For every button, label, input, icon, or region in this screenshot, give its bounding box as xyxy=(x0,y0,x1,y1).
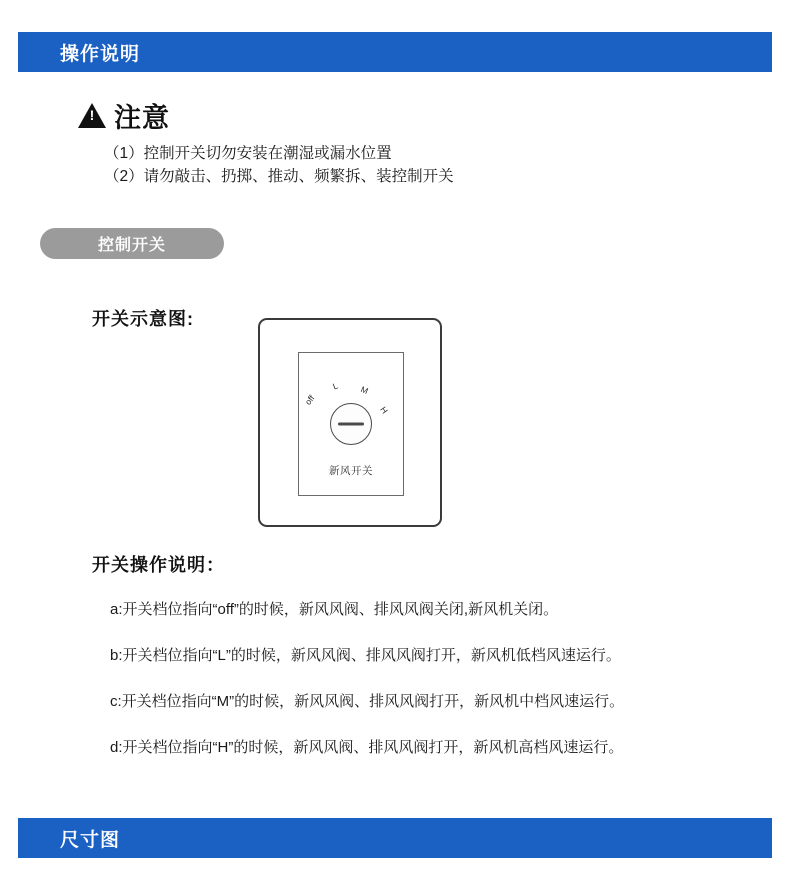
section-header-dimensions xyxy=(18,818,772,858)
switch-dial-indicator xyxy=(338,423,364,426)
notice-lines xyxy=(104,142,454,188)
switch-dial-caption: 新风开关 xyxy=(329,465,373,477)
switch-dial-knob xyxy=(330,403,372,445)
switch-illustration xyxy=(258,318,442,527)
usage-list xyxy=(110,600,760,784)
dial-label-h: H xyxy=(378,404,390,416)
notice-line: （2）请勿敲击、扔掷、推动、频繁拆、装控制开关 xyxy=(104,168,454,185)
notice-block xyxy=(78,96,170,135)
usage-list-item: a:开关档位指向“off”的时候，新风风阀、排风风阀关闭,新风机关闭。 xyxy=(110,601,559,618)
section-header-operation xyxy=(18,32,772,72)
dial-label-off: off xyxy=(302,393,317,407)
usage-list-item: b:开关档位指向“L”的时候，新风风阀、排风风阀打开，新风机低档风速运行。 xyxy=(110,647,621,664)
section-header-dimensions-title: 尺寸图 xyxy=(60,829,121,851)
dial-label-m: M xyxy=(359,384,370,396)
notice-title: 注意 xyxy=(114,103,170,133)
switch-diagram-heading: 开关示意图: xyxy=(92,309,194,329)
switch-usage-heading: 开关操作说明： xyxy=(92,555,225,575)
control-switch-pill-label: 控制开关 xyxy=(97,237,166,254)
notice-line: （1）控制开关切勿安装在潮湿或漏水位置 xyxy=(104,145,392,162)
usage-list-item: c:开关档位指向“M”的时候，新风风阀、排风风阀打开，新风机中档风速运行。 xyxy=(110,693,625,710)
dial-label-l: L xyxy=(331,380,340,392)
usage-list-item: d:开关档位指向“H”的时候，新风风阀、排风风阀打开，新风机高档风速运行。 xyxy=(110,739,624,756)
control-switch-pill xyxy=(40,228,224,259)
section-header-operation-title: 操作说明 xyxy=(60,43,141,65)
warning-triangle-icon xyxy=(78,103,106,128)
switch-faceplate xyxy=(298,352,404,496)
